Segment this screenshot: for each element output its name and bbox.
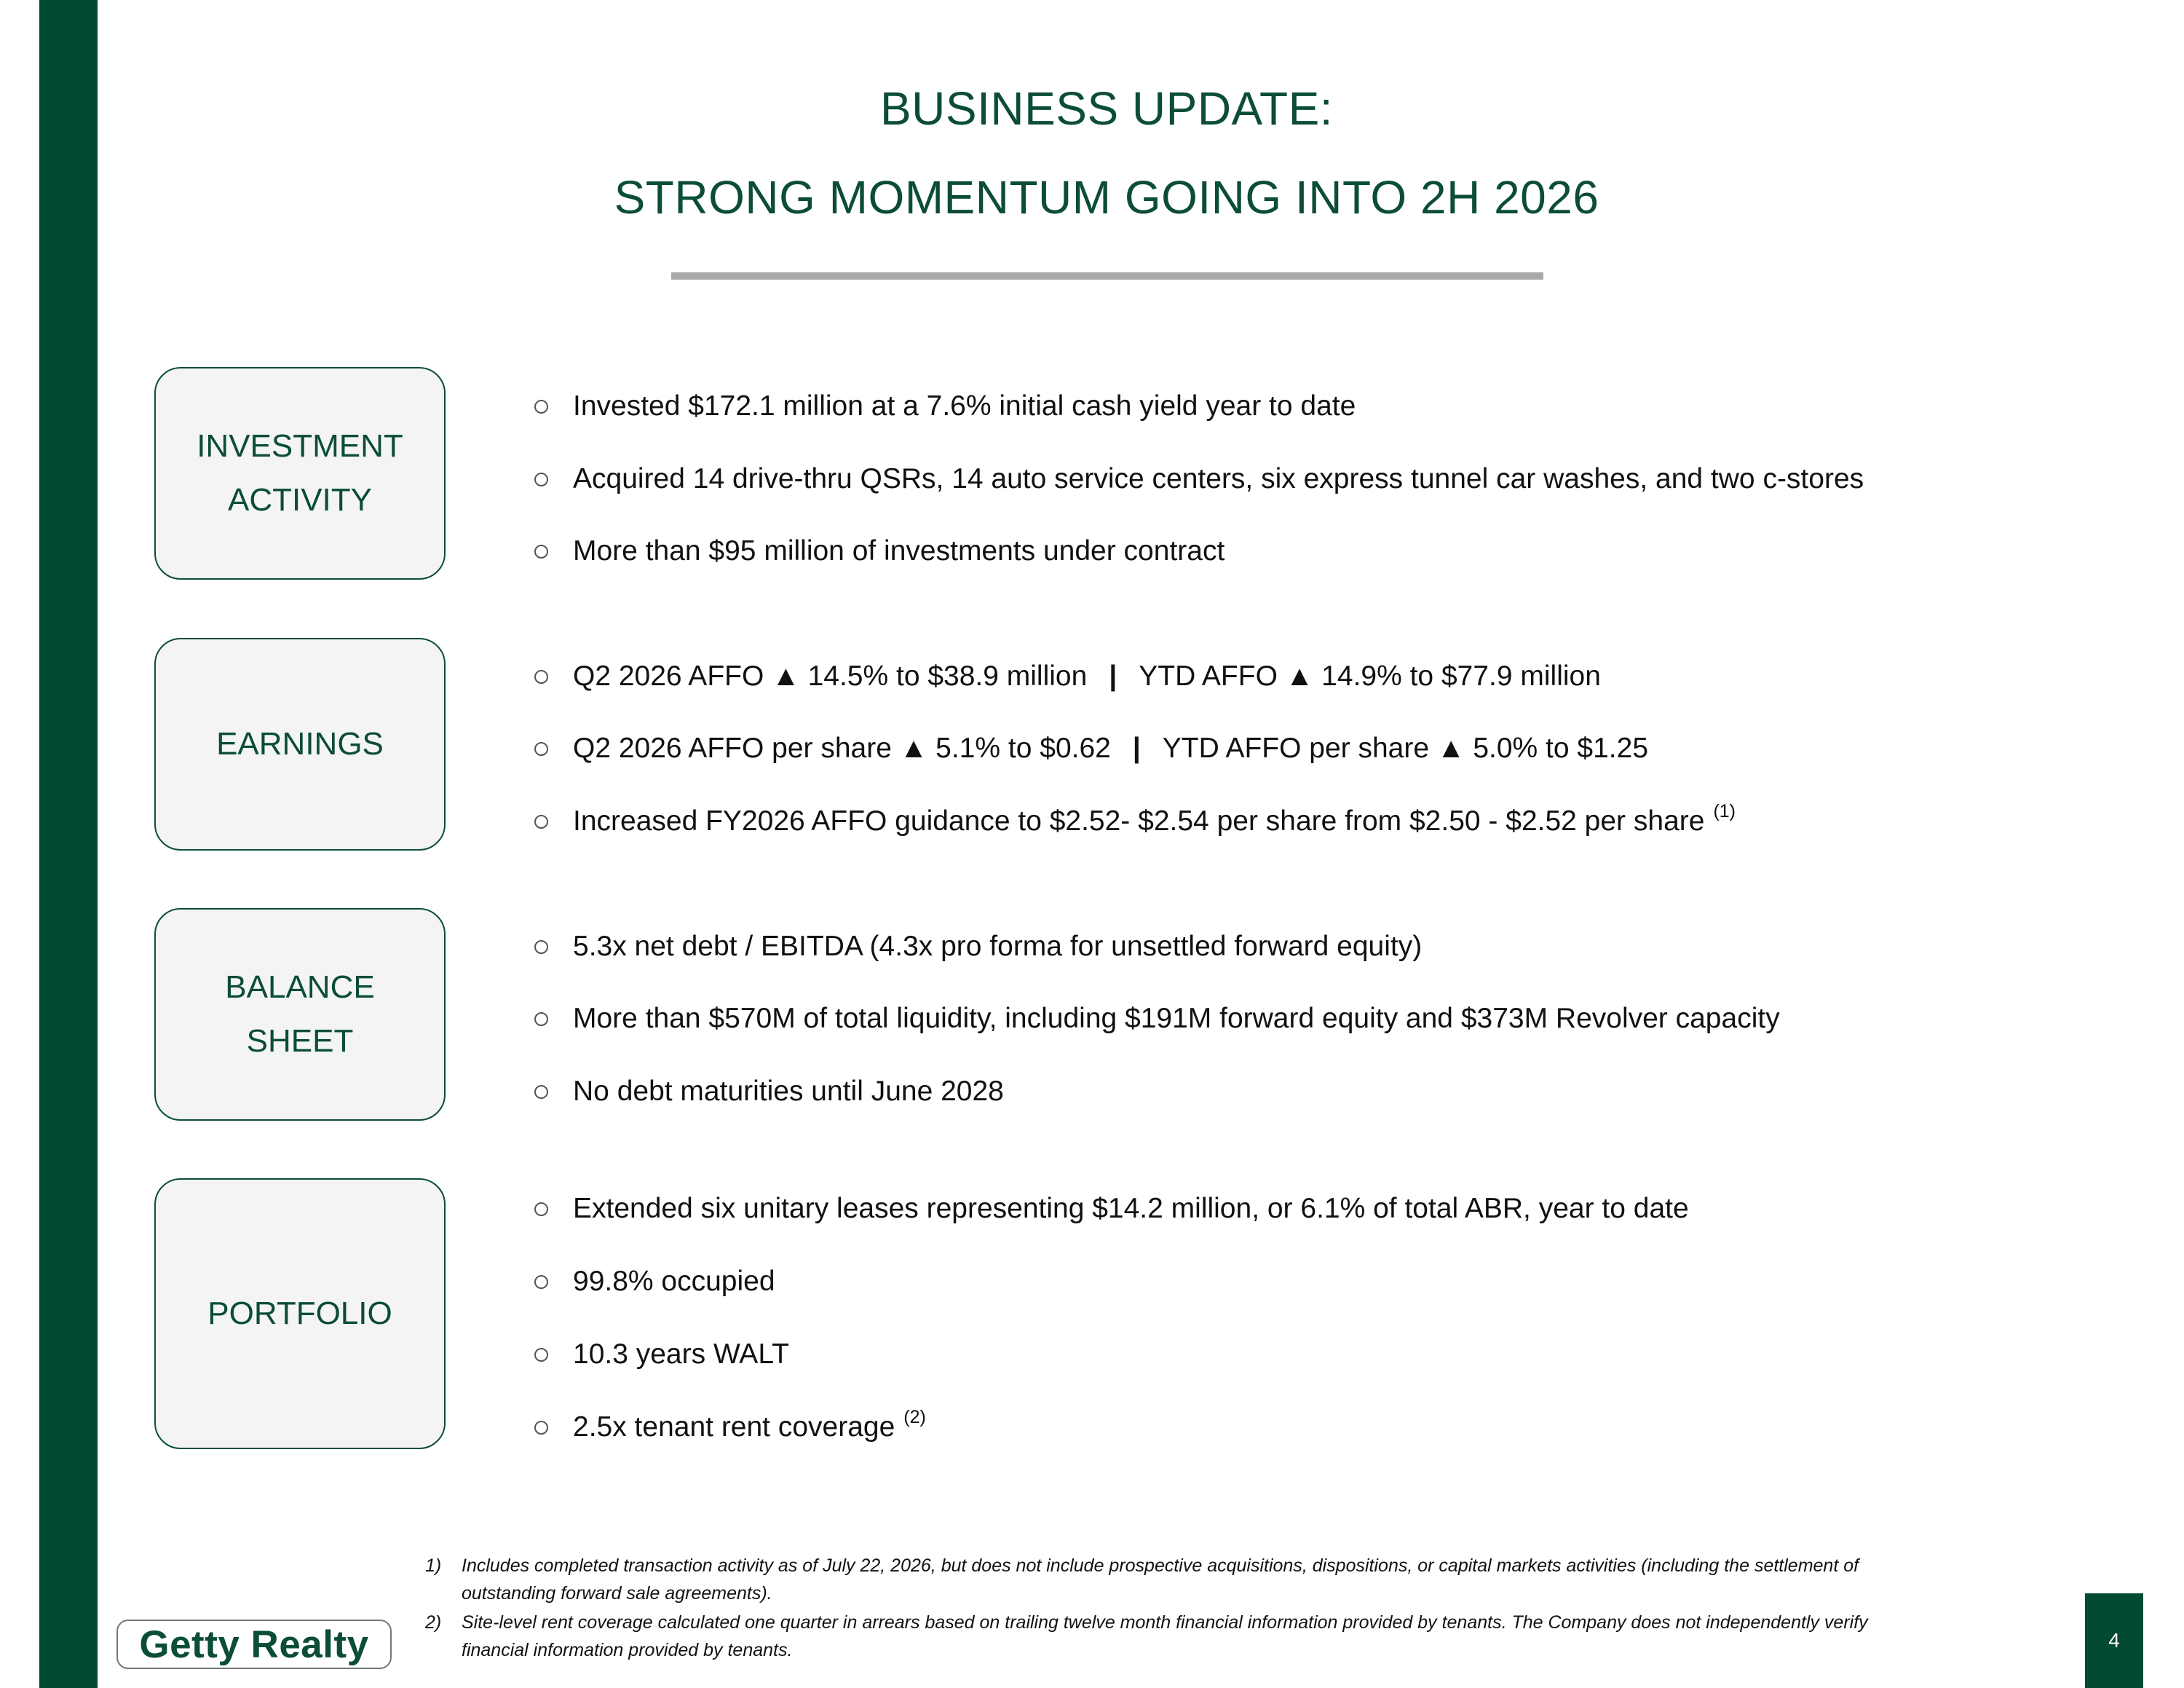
hollow-circle-bullet-icon [534, 400, 548, 414]
hollow-circle-bullet-icon [534, 1202, 548, 1216]
separator: | [1109, 660, 1117, 692]
footnote [425, 1552, 1859, 1607]
section-box-portfolio [154, 1178, 446, 1449]
bullet-item [533, 384, 1356, 428]
title-divider [671, 272, 1543, 280]
footnote-ref: (1) [1713, 800, 1736, 821]
page-number: 4 [2108, 1629, 2120, 1652]
bullet-text: 99.8% occupied [573, 1266, 775, 1297]
bullet-text: More than $570M of total liquidity, including $191M forward equity and $373M Revolver capacity [573, 1003, 1780, 1034]
bullet-text: YTD AFFO per share ▲ 5.0% to $1.25 [1162, 733, 1649, 764]
left-accent-bar [39, 0, 98, 1688]
bullet-item [533, 997, 1780, 1041]
section-label: SHEET [246, 1023, 354, 1059]
section-label: PORTFOLIO [207, 1295, 392, 1331]
bullet-item [533, 727, 1648, 770]
bullet-text: Extended six unitary leases representing $14.2 million, or 6.1% of total ABR, year to date [573, 1193, 1689, 1224]
bullet-text: Q2 2026 AFFO ▲ 14.5% to $38.9 million [573, 660, 1088, 692]
footnote-text: financial information provided by tenants. [462, 1640, 793, 1660]
bullet-text: Invested $172.1 million at a 7.6% initial cash yield year to date [573, 390, 1356, 422]
bullet-item [533, 1070, 1004, 1113]
hollow-circle-bullet-icon [534, 1275, 548, 1289]
bullet-text: Increased FY2026 AFFO guidance to $2.52- $2.54 per share from $2.50 - $2.52 per share [573, 805, 1705, 837]
page-title-line1: BUSINESS UPDATE: [879, 82, 1334, 135]
section-box-investment-activity [154, 367, 446, 580]
bullet-item [533, 1260, 775, 1304]
footnote [425, 1609, 1868, 1664]
bullet-item [533, 800, 1736, 843]
separator: | [1132, 733, 1141, 764]
bullet-text: More than $95 million of investments under contract [573, 535, 1225, 567]
footnote-text: Site-level rent coverage calculated one quarter in arrears based on trailing twelve month financial information provided by tenants. The Company does not independently verify [462, 1612, 1868, 1633]
section-label: ACTIVITY [227, 482, 373, 518]
footnote-number: 2) [425, 1612, 442, 1633]
hollow-circle-bullet-icon [534, 1348, 548, 1362]
bullet-item [533, 457, 1864, 501]
section-label: INVESTMENT [197, 428, 403, 464]
bullet-item [533, 1333, 789, 1376]
bullet-item [533, 925, 1422, 969]
hollow-circle-bullet-icon [534, 1085, 548, 1099]
footnote-ref: (2) [903, 1406, 926, 1427]
bullet-text: No debt maturities until June 2028 [573, 1076, 1004, 1107]
hollow-circle-bullet-icon [534, 473, 548, 486]
company-logo [116, 1620, 392, 1669]
logo-text: Getty Realty [139, 1622, 369, 1666]
hollow-circle-bullet-icon [534, 742, 548, 756]
bullet-item [533, 1187, 1689, 1231]
bullet-text: 2.5x tenant rent coverage [573, 1411, 895, 1443]
hollow-circle-bullet-icon [534, 815, 548, 829]
section-box-balance-sheet [154, 908, 446, 1121]
bullet-item [533, 529, 1224, 573]
page-title-line2: STRONG MOMENTUM GOING INTO 2H 2026 [614, 171, 1599, 224]
footnote-text: Includes completed transaction activity as of July 22, 2026, but does not include prospective acquisitions, dispositions, or capital markets activities (including the settlement of [462, 1555, 1859, 1576]
hollow-circle-bullet-icon [534, 940, 548, 954]
section-box-earnings [154, 638, 446, 851]
hollow-circle-bullet-icon [534, 670, 548, 684]
footnote-text: outstanding forward sale agreements). [462, 1583, 772, 1604]
hollow-circle-bullet-icon [534, 1421, 548, 1435]
bullet-text: Acquired 14 drive-thru QSRs, 14 auto service centers, six express tunnel car washes, and two c-stores [573, 463, 1864, 494]
section-label: BALANCE [225, 969, 375, 1005]
bullet-item [533, 655, 1601, 698]
hollow-circle-bullet-icon [534, 545, 548, 559]
section-label: EARNINGS [216, 726, 384, 762]
bullet-text: Q2 2026 AFFO per share ▲ 5.1% to $0.62 [573, 733, 1111, 764]
bullet-item [533, 1405, 926, 1449]
footnote-number: 1) [425, 1555, 442, 1576]
bullet-text: 5.3x net debt / EBITDA (4.3x pro forma for unsettled forward equity) [573, 931, 1423, 962]
hollow-circle-bullet-icon [534, 1012, 548, 1026]
bullet-text: YTD AFFO ▲ 14.9% to $77.9 million [1139, 660, 1601, 692]
bullet-text: 10.3 years WALT [573, 1338, 789, 1370]
page-number-badge [2085, 1593, 2143, 1688]
